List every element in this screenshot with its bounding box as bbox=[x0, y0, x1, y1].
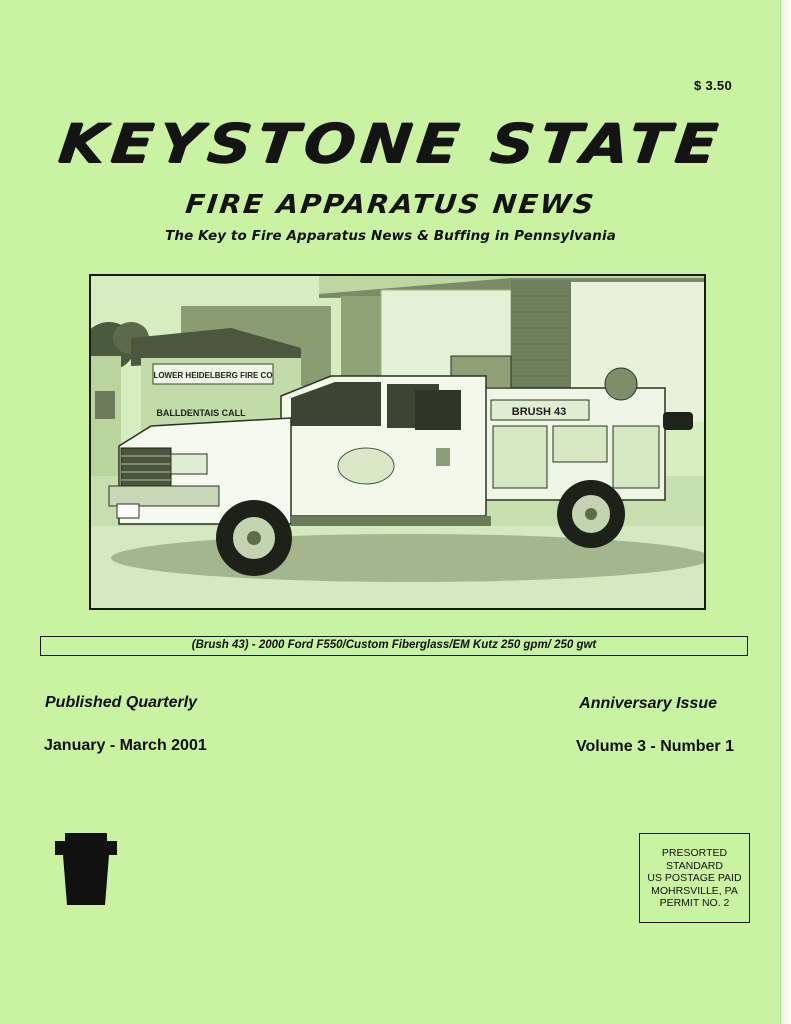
postage-line: MOHRSVILLE, PA bbox=[651, 884, 738, 897]
postage-line: STANDARD bbox=[666, 859, 723, 872]
keystone-icon bbox=[55, 833, 117, 905]
station-wall-text: BALLDENTAIS CALL bbox=[156, 408, 246, 418]
cover-price: $ 3.50 bbox=[694, 78, 732, 93]
cover-photo bbox=[89, 274, 706, 610]
masthead-title: KEYSTONE STATE bbox=[55, 112, 726, 175]
issue-type: Anniversary Issue bbox=[579, 695, 717, 712]
photo-caption: (Brush 43) - 2000 Ford F550/Custom Fiberglass/EM Kutz 250 gpm/ 250 gwt bbox=[40, 636, 748, 656]
station-sign-text: LOWER HEIDELBERG FIRE CO bbox=[153, 371, 273, 380]
truck-unit-label: BRUSH 43 bbox=[511, 406, 567, 418]
masthead-subtitle: FIRE APPARATUS NEWS bbox=[183, 190, 598, 220]
page-edge bbox=[781, 0, 791, 1024]
tagline: The Key to Fire Apparatus News & Buffing in Pennsylvania bbox=[165, 228, 616, 244]
postage-line: US POSTAGE PAID bbox=[647, 872, 742, 884]
postage-line: PERMIT NO. 2 bbox=[659, 897, 730, 909]
postage-indicia bbox=[639, 833, 750, 923]
issue-dates: January - March 2001 bbox=[44, 737, 207, 754]
volume-number: Volume 3 - Number 1 bbox=[576, 738, 734, 755]
postage-line: PRESORTED bbox=[661, 847, 728, 859]
publication-frequency: Published Quarterly bbox=[45, 694, 198, 711]
